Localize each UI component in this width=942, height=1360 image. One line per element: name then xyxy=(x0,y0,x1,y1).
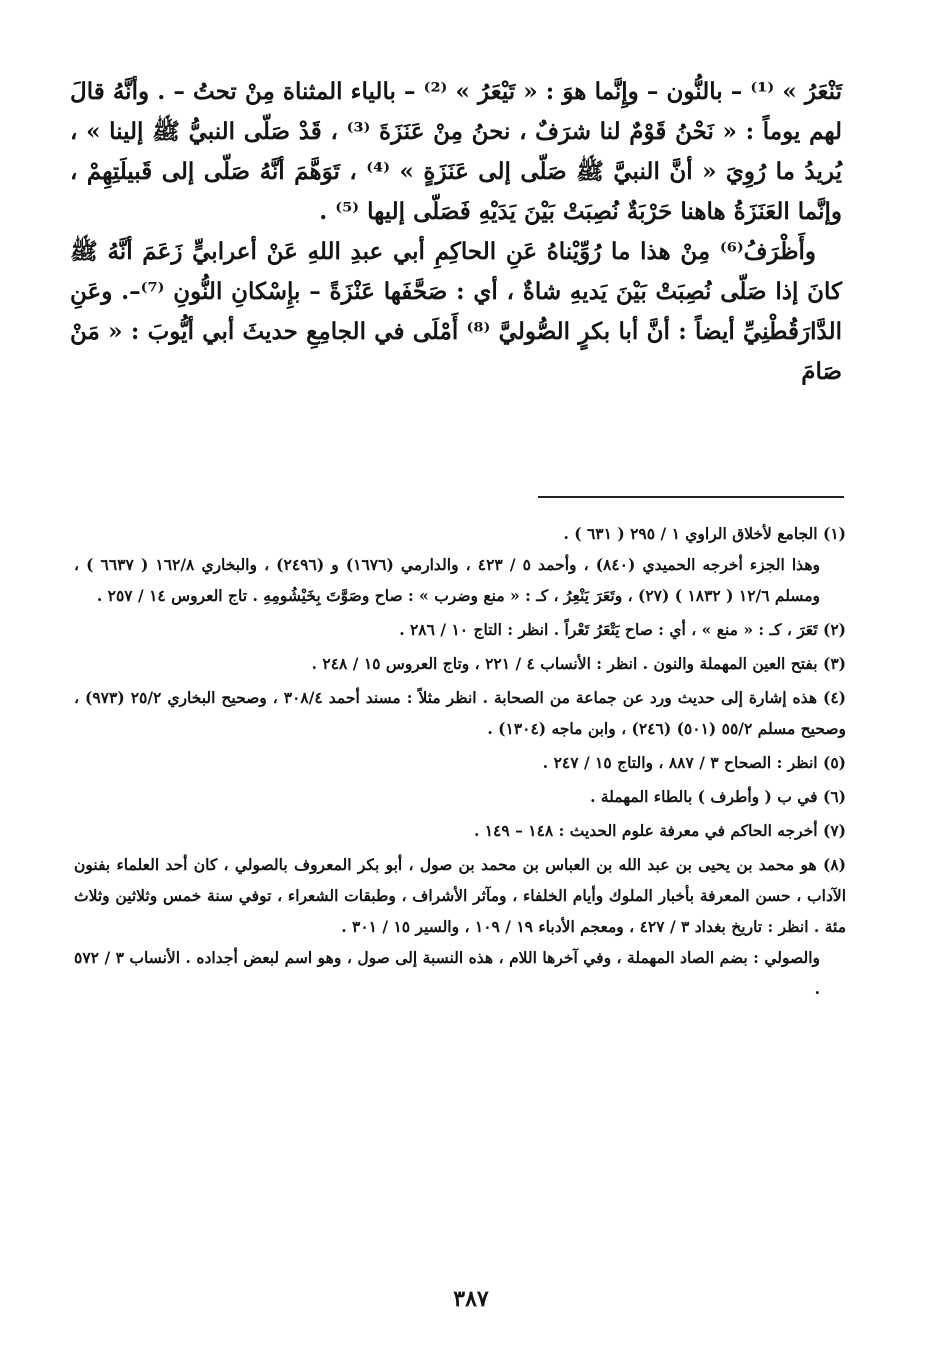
footnote-3-text: (٣) بفتح العين المهملة والنون . انظر : الأنساب ٤ / ٢٢١ ، وتاج العروس ١٥ / ٢٤٨ . xyxy=(311,654,846,673)
footnote-8-line-1: (٨) هو محمد بن يحيى بن عبد الله بن العباس بن محمد بن صول ، أبو بكر المعروف بالصولي ، كان أحد العلماء بفنون الآداب ، حسن المعرفة بأخبار الملوك وأيام الخلفاء ، ومآثر الأشراف ، وطبقات الشعراء ، توفي سنة خمس وثلاثين وثلاث مئة . انظر : تاريخ بغداد ٣ / ٤٢٧ ، ومعجم الأدباء ١٩ / ١٠٩ ، والسير ١٥ / ٣٠١ . xyxy=(74,855,846,936)
footnote-1 xyxy=(74,518,846,611)
footnote-6 xyxy=(74,781,846,812)
footnote-2 xyxy=(74,614,846,645)
footnote-5-text: (٥) انظر : الصحاح ٣ / ٨٨٧ ، والتاج ١٥ / ٢٤٧ . xyxy=(542,753,846,772)
footnote-3 xyxy=(74,648,846,679)
footnote-4 xyxy=(74,682,846,744)
footnote-7-text: (٧) أخرجه الحاكم في معرفة علوم الحديث : ١٤٨ – ١٤٩ . xyxy=(473,821,846,840)
footnote-4-text: (٤) هذه إشارة إلى حديث ورد عن جماعة من الصحابة . انظر مثلاً : مسند أحمد ٣٠٨/٤ ، وصحيح البخاري ٢٥/٢ (٩٧٣) ، وصحيح مسلم ٥٥/٢ (٥٠١) (٢٤٦) ، وابن ماجه (١٣٠٤) . xyxy=(74,688,847,738)
main-paragraph-1: تَنْعَرُ » ⁽¹⁾ – بالنُّون – وإِنَّما هوَ : « تَيْعَرُ » ⁽²⁾ – بالياء المثناة مِنْ تحتُ – . وأنَّهُ قالَ لهم يوماً : « نَحْنُ قَوْمٌ لنا شرَفٌ ، نحنُ مِنْ عَنَزَةَ ⁽³⁾ ، قَدْ صَلّى النبيُّ ﷺ إلينا » ، يُريدُ ما رُوِيَ « أنَّ النبيَّ ﷺ صَلّى إلى عَنَزَةٍ » ⁽⁴⁾ ، تَوَهَّمَ أنَّهُ صَلّى إلى قَبيلَتِهِمْ ، وإنَّما العَنَزَةُ هاهنا حَرْبَةٌ نُصِبَتْ بَيْنَ يَدَيْهِ فَصَلّى إليها ⁽⁵⁾ . xyxy=(70,78,842,225)
main-paragraph-2: وأَظْرَفُ⁽⁶⁾ مِنْ هذا ما رُوِّيْناهُ عَنِ الحاكِمِ أبي عبدِ اللهِ عَنْ أعرابيٍّ زَعَمَ أنَّهُ ﷺ كانَ إذا صَلّى نُصِبَتْ بَيْنَ يَديهِ شاةٌ ، أي : صَحَّفَها عَنْزَةً – بإِسْكانِ النُّونِ ⁽⁷⁾–. وعَنِ الدَّارَقُطْنِيِّ أيضاً : أنَّ أبا بكرٍ الصُّوليَّ ⁽⁸⁾ أَمْلَى في الجامِعِ حديثَ أبي أيُّوبَ : « مَنْ صَامَ xyxy=(70,238,843,385)
footnote-8 xyxy=(74,849,846,1004)
footnote-7 xyxy=(74,815,846,846)
footnote-8-line-2: والصولي : بضم الصاد المهملة ، وفي آخرها اللام ، هذه النسبة إلى صول ، وهو اسم لبعض أجداده . الأنساب ٣ / ٥٧٢ . xyxy=(74,948,820,998)
footnote-5 xyxy=(74,747,846,778)
footnote-divider xyxy=(538,496,844,498)
main-text xyxy=(70,72,842,392)
footnote-2-text: (٢) تَعَرَ ، كـ : « منع » ، أي : صاح يَتْعَرُ تَعْراً . انظر : التاج ١٠ / ٢٨٦ . xyxy=(399,620,846,639)
footnote-6-text: (٦) في ب ( وأطرف ) بالطاء المهملة . xyxy=(590,787,846,806)
footnotes xyxy=(74,518,846,1007)
footnote-1-line-1: (١) الجامع لأخلاق الراوي ١ / ٢٩٥ ( ٦٣١ ) . xyxy=(563,524,846,543)
page-number: ٣٨٧ xyxy=(453,1286,489,1312)
footnote-1-line-2: وهذا الجزء أخرجه الحميدي (٨٤٠) ، وأحمد ٥ / ٤٢٣ ، والدارمي (١٦٧٦) و (٢٤٩٦) ، والبخاري ١٦٢/٨ ( ٦٦٣٧ ) ، ومسلم ١٢/٦ ( ١٨٣٢ ) (٢٧) ، وتَعَرَ يَنْعِرُ ، كـ : « منع وضرب » : صاح وصَوَّتَ بِخَيْشُومِهِ . تاج العروس ١٤ / ٢٥٧ . xyxy=(74,555,820,605)
